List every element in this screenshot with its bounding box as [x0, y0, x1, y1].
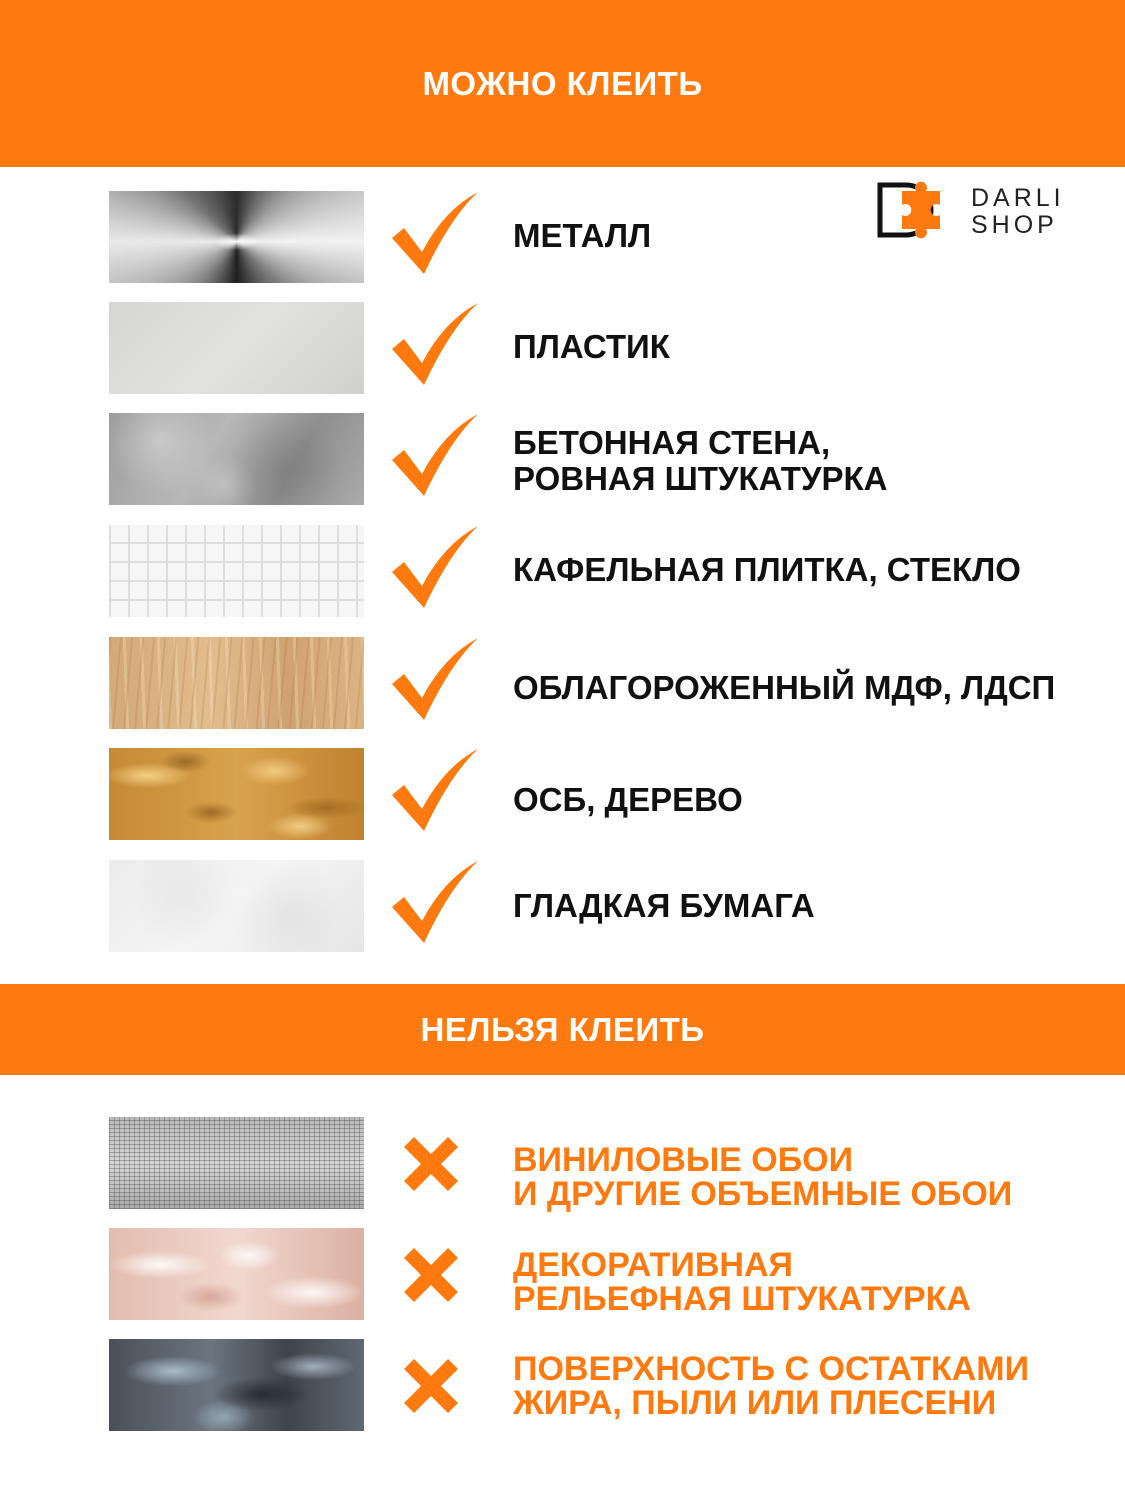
tile-texture-image — [109, 525, 364, 617]
concrete-texture-image — [109, 413, 364, 505]
check-icon — [386, 857, 482, 954]
allowed-item — [0, 413, 1125, 505]
allowed-item — [0, 191, 1125, 283]
allowed-item-label: КАФЕЛЬНАЯ ПЛИТКА, СТЕКЛО — [513, 551, 1021, 588]
cross-icon — [400, 1355, 462, 1422]
forbidden-item — [0, 1228, 1125, 1320]
check-icon — [386, 522, 482, 619]
allowed-item-label: ОБЛАГОРОЖЕННЫЙ МДФ, ЛДСП — [513, 669, 1056, 706]
forbidden-item — [0, 1117, 1125, 1213]
allowed-item — [0, 748, 1125, 840]
check-icon — [386, 188, 482, 285]
brand-line2: SHOP — [971, 211, 1058, 239]
allowed-header — [0, 0, 1125, 167]
forbidden-item-label: ДЕКОРАТИВНАЯ РЕЛЬЕФНАЯ ШТУКАТУРКА — [513, 1246, 971, 1318]
check-icon — [386, 745, 482, 842]
allowed-title: МОЖНО КЛЕИТЬ — [422, 64, 703, 102]
allowed-item-label: БЕТОННАЯ СТЕНА, РОВНАЯ ШТУКАТУРКА — [513, 424, 888, 497]
allowed-item-label: МЕТАЛЛ — [513, 217, 652, 254]
allowed-item — [0, 860, 1125, 952]
forbidden-title: НЕЛЬЗЯ КЛЕИТЬ — [420, 1010, 705, 1048]
wood-texture-image — [109, 637, 364, 729]
allowed-item-label: ПЛАСТИК — [513, 328, 670, 365]
cross-icon — [400, 1133, 462, 1200]
forbidden-header — [0, 984, 1125, 1075]
vinyl-texture-image — [109, 1117, 364, 1209]
allowed-item-label: ОСБ, ДЕРЕВО — [513, 781, 743, 818]
check-icon — [386, 634, 482, 731]
cross-icon — [400, 1244, 462, 1311]
check-icon — [386, 410, 482, 507]
metal-texture-image — [109, 191, 364, 283]
mold-texture-image — [109, 1339, 364, 1431]
allowed-item — [0, 525, 1125, 617]
plaster-texture-image — [109, 1228, 364, 1320]
check-icon — [386, 299, 482, 396]
forbidden-item — [0, 1339, 1125, 1431]
brand-line1: DARLI — [971, 184, 1065, 212]
allowed-item-label: ГЛАДКАЯ БУМАГА — [513, 887, 815, 924]
allowed-item — [0, 302, 1125, 394]
allowed-item — [0, 637, 1125, 729]
osb-texture-image — [109, 748, 364, 840]
forbidden-item-label: ВИНИЛОВЫЕ ОБОИ И ДРУГИЕ ОБЪЕМНЫЕ ОБОИ — [513, 1141, 1013, 1213]
forbidden-item-label: ПОВЕРХНОСТЬ С ОСТАТКАМИ ЖИРА, ПЫЛИ ИЛИ ПЛЕСЕНИ — [513, 1350, 1030, 1422]
plastic-texture-image — [109, 302, 364, 394]
paper-texture-image — [109, 860, 364, 952]
